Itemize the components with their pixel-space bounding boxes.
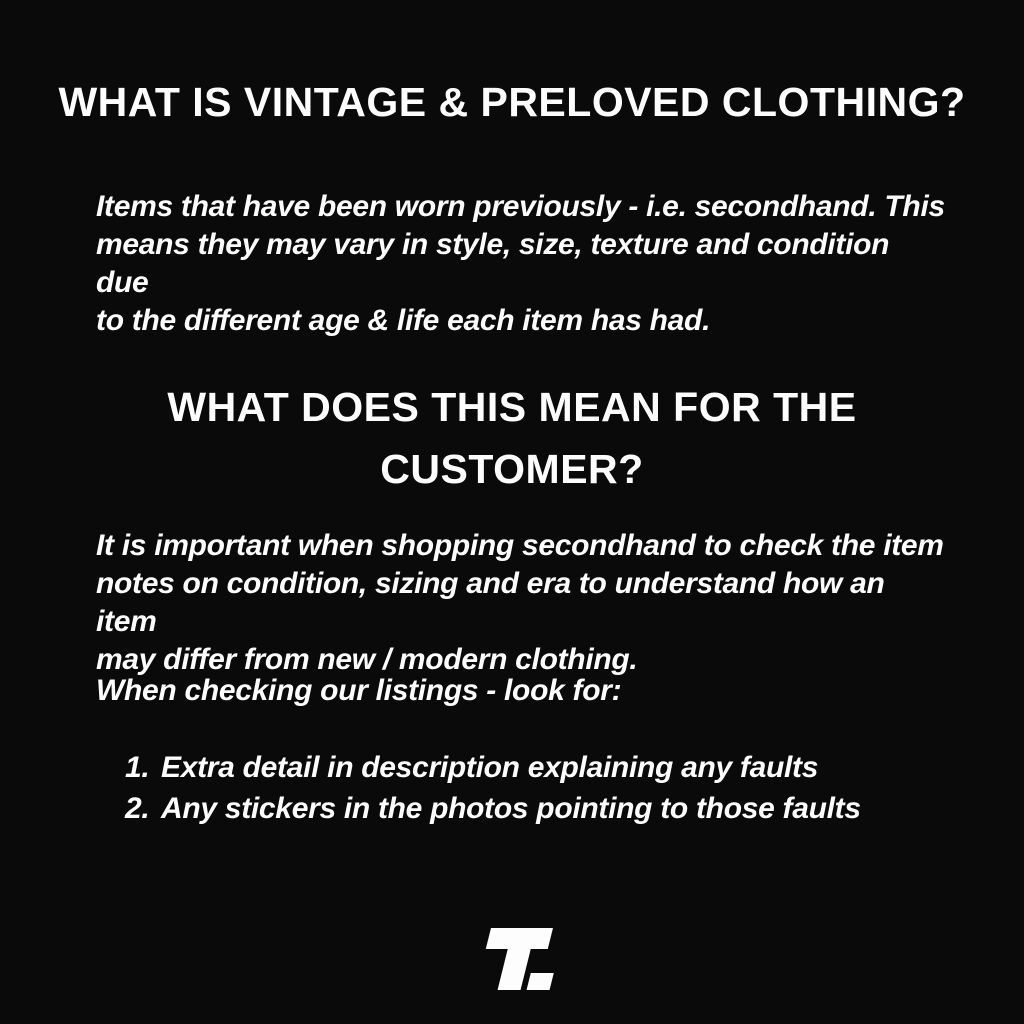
customer-paragraph-line: may differ from new / modern clothing. [96, 643, 638, 676]
intro-paragraph-line: means they may vary in style, size, texture and condition due [96, 228, 890, 299]
brand-logo [0, 928, 1024, 992]
customer-paragraph-line: It is important when shopping secondhand to check the item [96, 529, 944, 562]
intro-paragraph-line: to the different age & life each item has had. [96, 304, 711, 337]
t-dot-logo-icon [467, 928, 557, 992]
customer-paragraph-line: notes on condition, sizing and era to understand how an item [96, 567, 885, 638]
customer-section-heading-line: WHAT DOES THIS MEAN FOR THE [167, 384, 857, 430]
page-title: WHAT IS VINTAGE & PRELOVED CLOTHING? [58, 79, 966, 125]
checklist [125, 747, 945, 829]
customer-section-heading-line: CUSTOMER? [380, 446, 644, 492]
checklist-item-text: Extra detail in description explaining any faults [161, 751, 819, 784]
listings-prompt: When checking our listings - look for: [96, 674, 622, 707]
intro-paragraph [96, 188, 946, 340]
checklist-item [125, 788, 945, 829]
checklist-item [125, 747, 945, 788]
checklist-item-number: 2. [125, 792, 150, 825]
checklist-item-text: Any stickers in the photos pointing to those faults [161, 792, 861, 825]
customer-paragraph [96, 527, 946, 679]
customer-section-heading [0, 376, 1024, 500]
checklist-item-number: 1. [125, 751, 150, 784]
intro-paragraph-line: Items that have been worn previously - i.e. secondhand. This [96, 190, 945, 223]
